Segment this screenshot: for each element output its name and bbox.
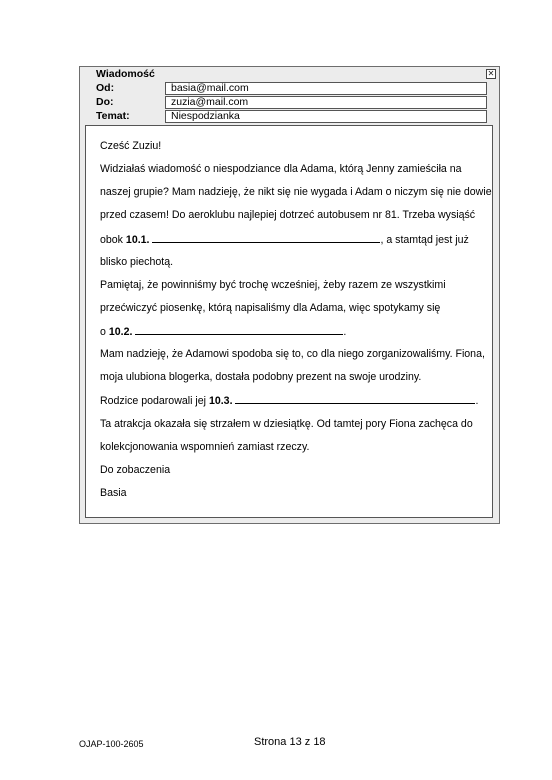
gap-line-10-2 [100,324,346,339]
gap-suffix: . [475,395,479,407]
signature: Basia [100,487,127,499]
greeting: Cześć Zuziu! [100,140,162,152]
answer-blank-10-1[interactable] [152,232,380,243]
gap-suffix: . [343,326,347,338]
close-icon[interactable]: ✕ [487,69,495,78]
subject-field[interactable]: Niespodzianka [165,110,487,123]
paragraph-line: przed czasem! Do aeroklubu najlepiej dotrzeć autobusem nr 81. Trzeba wysiąść [100,209,476,221]
answer-blank-10-3[interactable] [235,393,475,404]
window-title: Wiadomość [96,68,155,80]
paragraph-line: Widziałaś wiadomość o niespodziance dla Adama, którą Jenny zamieściła na [100,163,462,175]
title-row [80,67,499,81]
paragraph-line: Mam nadzieję, że Adamowi spodoba się to, co dla niego zorganizowaliśmy. Fiona, [100,348,485,360]
gap-line-10-1 [100,232,469,247]
paragraph-line: blisko piechotą. [100,256,174,268]
gap-label-10-2: 10.2. [108,326,133,338]
exam-code: OJAP-100-2605 [79,739,144,749]
from-label: Od: [96,82,115,94]
answer-blank-10-2[interactable] [135,324,343,335]
gap-prefix: o [100,326,109,338]
from-field[interactable]: basia@mail.com [165,82,487,95]
to-label: Do: [96,96,114,108]
subject-label: Temat: [96,110,130,122]
page-number: Strona 13 z 18 [254,736,326,748]
gap-line-10-3 [100,393,478,408]
gap-label-10-1: 10.1. [125,234,150,246]
to-row [80,95,499,109]
message-body[interactable] [85,125,493,518]
closing: Do zobaczenia [100,464,171,476]
subject-row [80,109,499,123]
gap-suffix: , a stamtąd jest już [380,234,469,246]
from-row [80,81,499,95]
message-window [79,66,500,524]
to-field[interactable]: zuzia@mail.com [165,96,487,109]
paragraph-line: naszej grupie? Mam nadzieję, że nikt się nie wygada i Adam o niczym się nie dowie [100,186,492,198]
gap-prefix: obok [100,234,126,246]
paragraph-line: moja ulubiona blogerka, dostała podobny prezent na swoje urodziny. [100,371,422,383]
gap-label-10-3: 10.3. [208,395,233,407]
paragraph-line: przećwiczyć piosenkę, którą napisaliśmy dla Adama, więc spotykamy się [100,302,441,314]
gap-prefix: Rodzice podarowali jej [100,395,209,407]
paragraph-line: kolekcjonowania wspomnień zamiast rzeczy. [100,441,310,453]
paragraph-line: Pamiętaj, że powinniśmy być trochę wcześniej, żeby razem ze wszystkimi [100,279,446,291]
paragraph-line: Ta atrakcja okazała się strzałem w dziesiątkę. Od tamtej pory Fiona zachęca do [100,418,473,430]
